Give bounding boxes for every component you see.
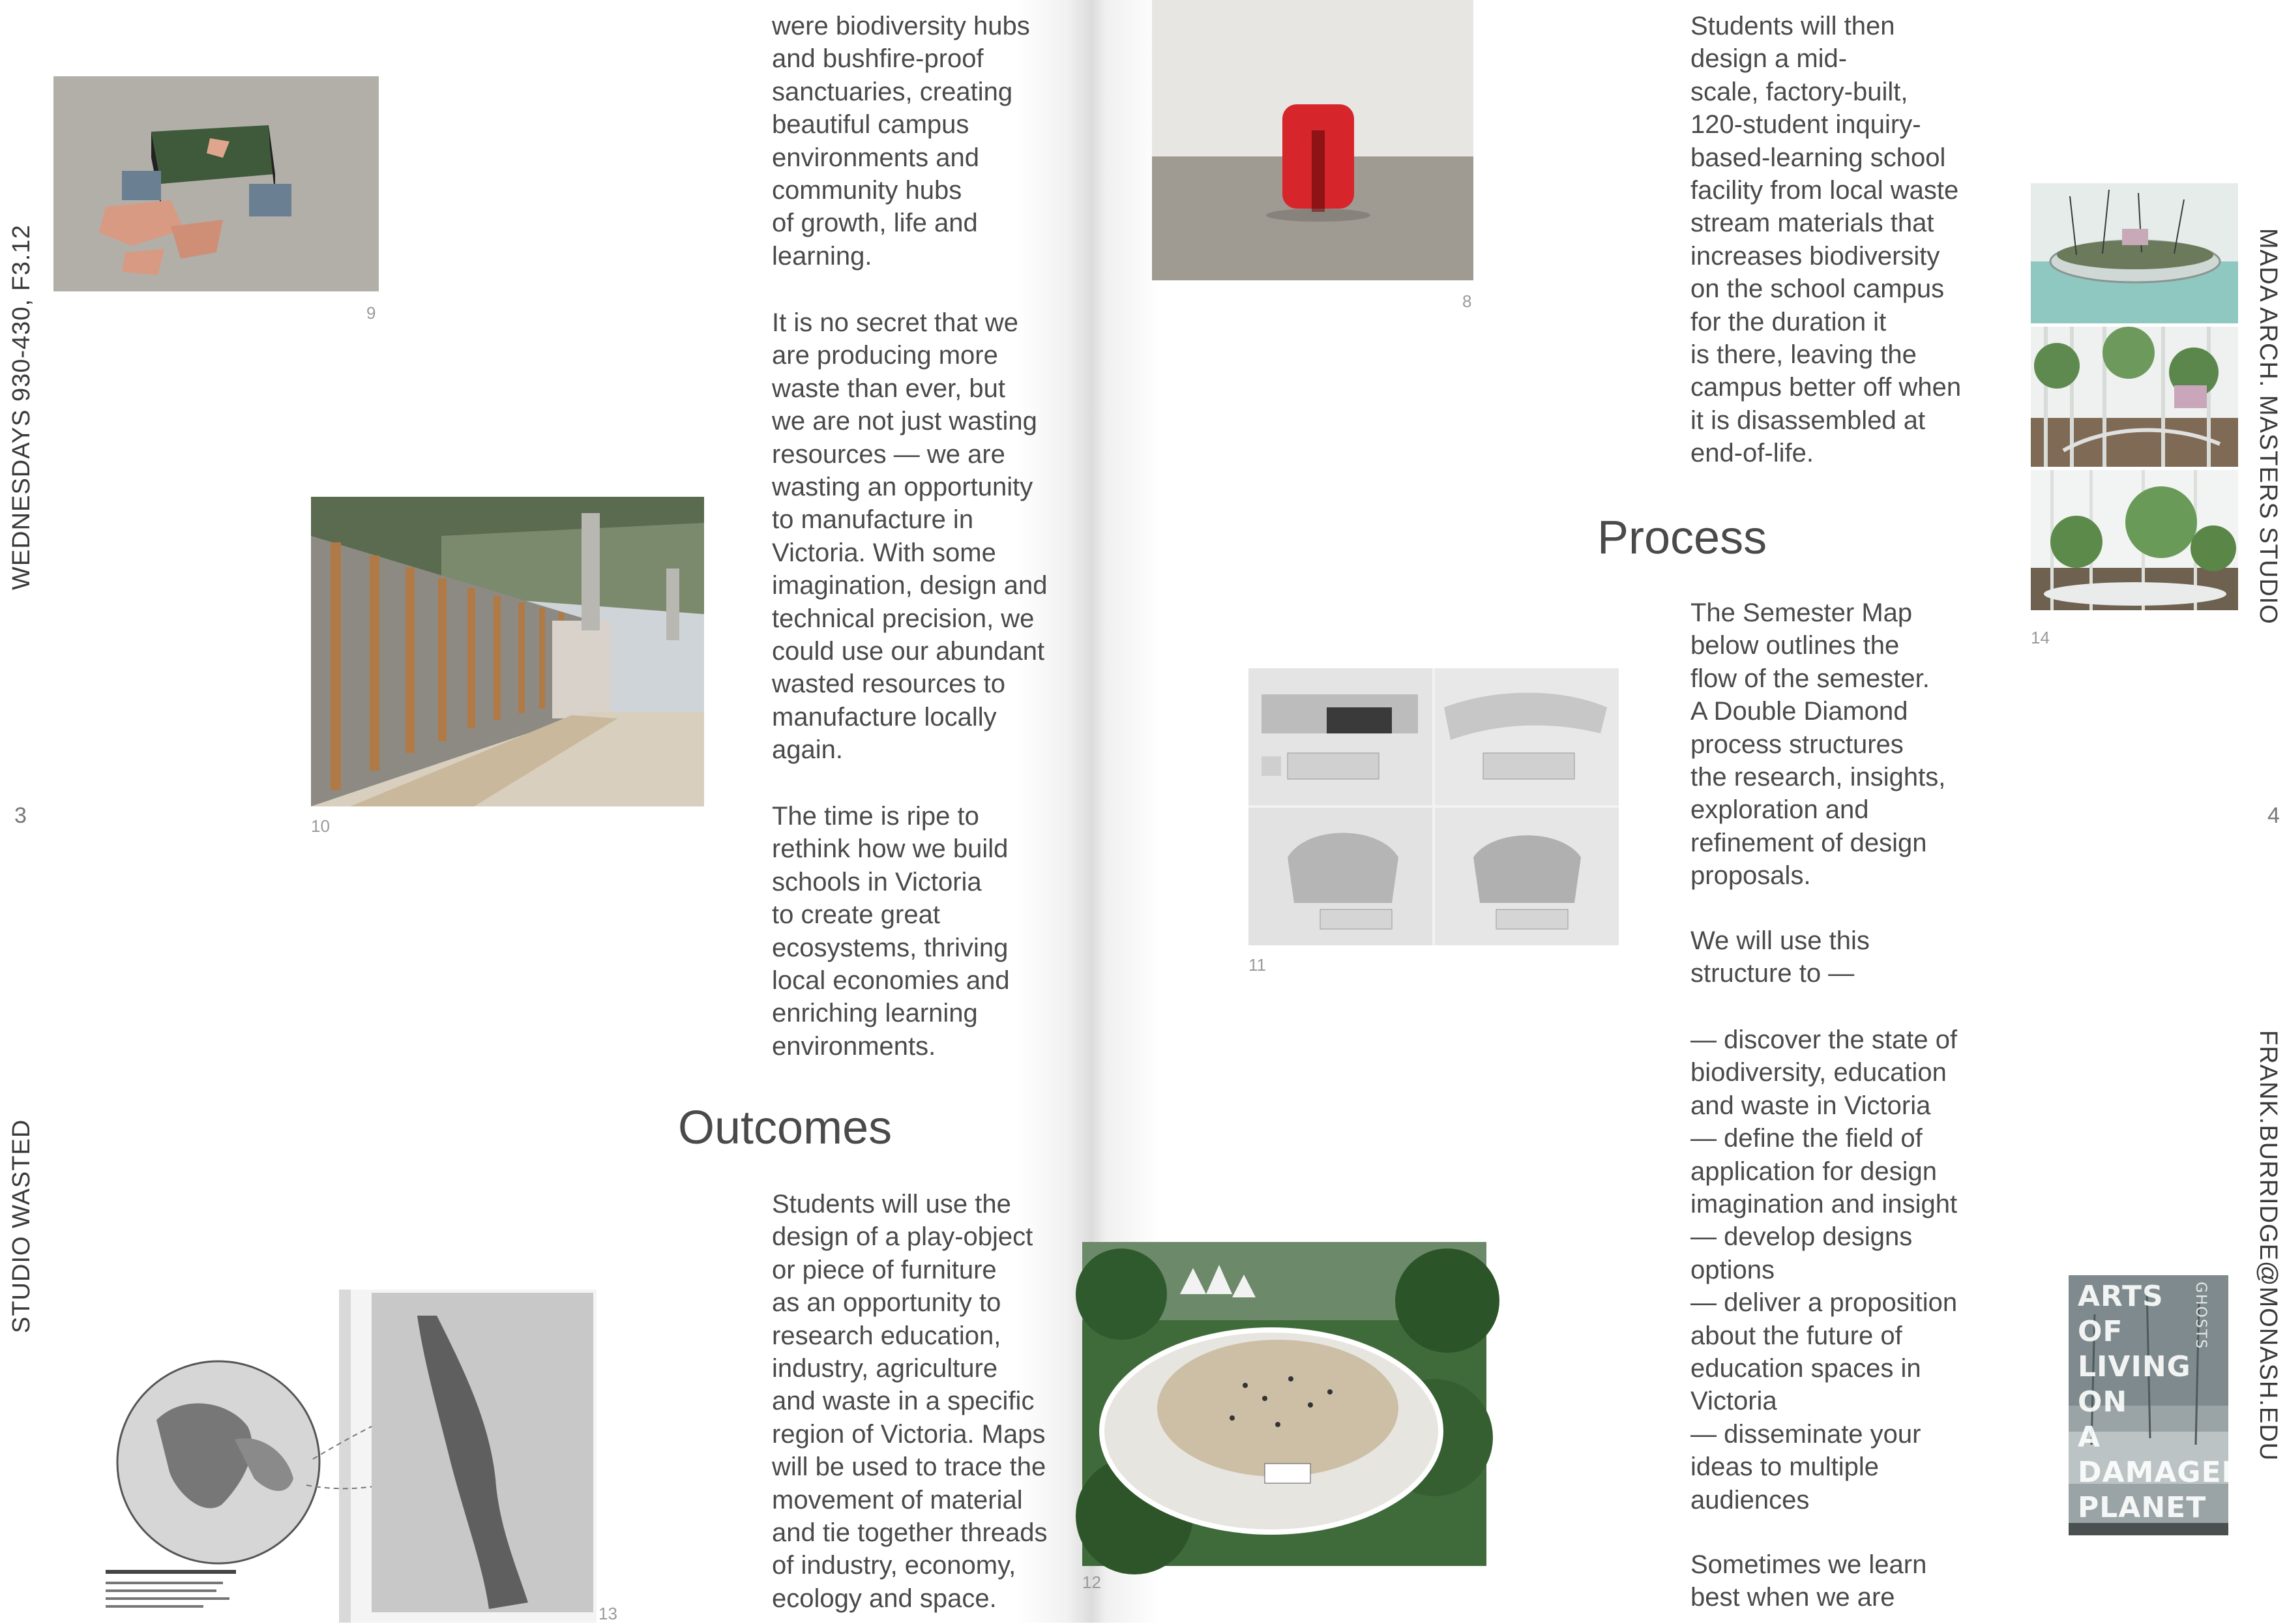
- left-paragraph-3: The time is ripe to rethink how we build schools in Victoria to create great ecosystems, thriving local economies and enriching learning environments.: [772, 802, 1010, 1061]
- figure-13-number: 13: [598, 1604, 617, 1623]
- page-number-right: 4: [2267, 803, 2280, 828]
- figure-14-image-middle: [2031, 327, 2238, 467]
- figure-8-image: [1152, 0, 1473, 280]
- figure-12-image: [1082, 1242, 1486, 1566]
- figure-14-image-top: [2031, 183, 2238, 323]
- sidebar-program: MADA ARCH. MASTERS STUDIO: [2254, 228, 2282, 625]
- figure-8-number: 8: [1462, 291, 1472, 311]
- process-heading: Process: [1597, 512, 1767, 564]
- left-paragraph-2: It is no secret that we are producing more waste than ever, but we are not just wasting resources — we are wasting an opportunity to manufacture in Victoria. With some imagination, design and technical precision, we could use our abundant wasted resources to manufacture locally again.: [772, 308, 1048, 765]
- right-paragraph-3: We will use this structure to —: [1690, 926, 1870, 988]
- figure-12-number: 12: [1082, 1572, 1101, 1592]
- sidebar-studio-name: STUDIO WASTED: [8, 1119, 35, 1333]
- figure-9-number: 9: [366, 303, 376, 323]
- right-paragraph-1: Students will then design a mid- scale, factory-built, 120-student inquiry- based-learning school facility from local waste stream materials that increases biodiversity on the school campus for the duration it is there, leaving the campus better off when it is disassembled at end-of-life.: [1690, 12, 1962, 468]
- figure-10-image: [311, 497, 704, 806]
- right-paragraph-4: — discover the state of biodiversity, education and waste in Victoria — define the field of application for design imagination and insight — develop designs options — deliver a proposition about the future of education spaces in Victoria — disseminate your ideas to multiple audiences: [1690, 1026, 1958, 1514]
- left-paragraph-4: Students will use the design of a play-object or piece of furniture as an opportunity to research education, industry, agriculture and waste in a specific region of Victoria. Maps will be used to trace the movement of material and tie together threads of industry, economy, ecology and space.: [772, 1190, 1048, 1613]
- outcomes-heading: Outcomes: [678, 1102, 893, 1154]
- right-paragraph-2: The Semester Map below outlines the flow of the semester. A Double Diamond process structures the research, insights, exploration and refinement of design proposals.: [1690, 598, 1946, 891]
- sidebar-schedule: WEDNESDAYS 930-430, F3.12: [8, 224, 35, 590]
- page-number-left: 3: [14, 803, 27, 828]
- figure-13-image: [98, 1290, 597, 1623]
- figure-14-number: 14: [2031, 628, 2050, 647]
- figure-14-image-bottom: [2031, 470, 2238, 610]
- book-spine-label: GHOSTS: [2192, 1282, 2209, 1350]
- figure-10-number: 10: [311, 816, 330, 836]
- figure-11-number: 11: [1248, 955, 1266, 975]
- left-paragraph-1: were biodiversity hubs and bushfire-proof sanctuaries, creating beautiful campus environments and community hubs of growth, life and learning.: [772, 12, 1030, 271]
- figure-9-image: [53, 76, 379, 291]
- sidebar-email: FRANK.BURRIDGE@MONASH.EDU: [2254, 1030, 2282, 1462]
- figure-11-image: [1248, 668, 1619, 945]
- book-title: ARTS OF LIVING ON A DAMAGED PLANET: [2078, 1280, 2247, 1524]
- right-paragraph-5: Sometimes we learn best when we are: [1690, 1550, 1927, 1612]
- book-cover-image: [2069, 1275, 2247, 1535]
